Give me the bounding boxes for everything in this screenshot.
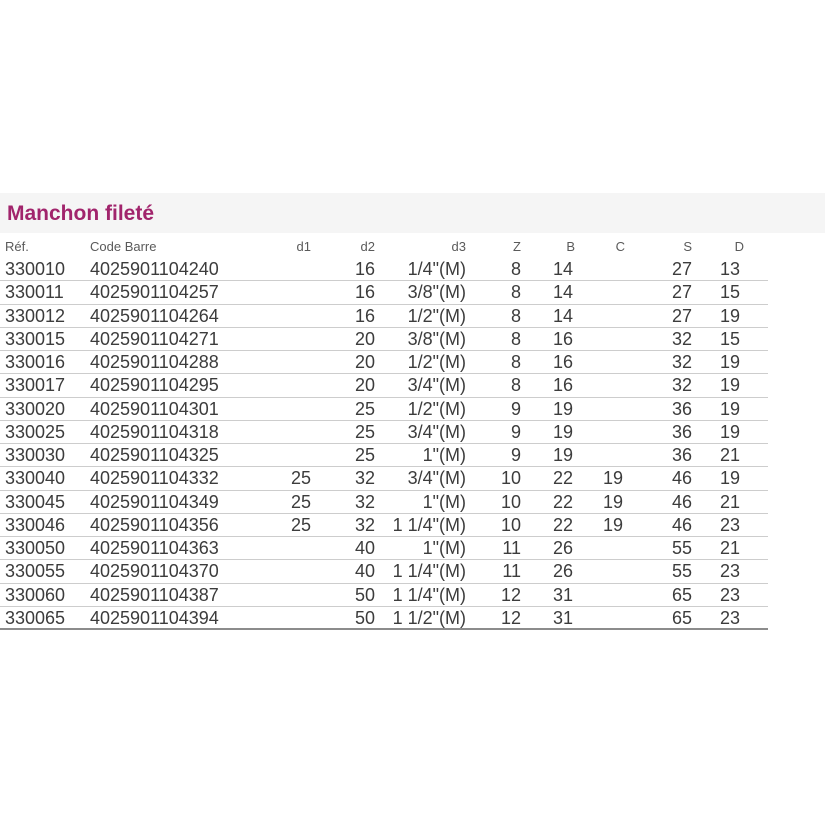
cell-code: 4025901104332 [90, 468, 219, 489]
header-s: S [683, 239, 692, 254]
cell-d: 13 [720, 259, 741, 279]
table-row [0, 421, 768, 444]
cell-d3: 1"(M) [422, 538, 466, 558]
table-row [0, 398, 768, 421]
cell-d2: 16 [354, 282, 375, 303]
cell-d: 21 [720, 491, 741, 512]
cell-code: 4025901104394 [90, 607, 219, 628]
cell-s: 46 [671, 514, 692, 535]
cell-z: 11 [502, 538, 521, 558]
cell-code: 4025901104288 [90, 352, 219, 372]
cell-code: 4025901104240 [90, 259, 219, 279]
cell-z: 8 [510, 282, 521, 303]
cell-code: 4025901104264 [90, 305, 219, 326]
cell-d2: 50 [354, 584, 375, 605]
header-z: Z [513, 239, 521, 254]
cell-b: 26 [553, 561, 574, 582]
cell-b: 14 [553, 305, 574, 326]
cell-d3: 1 1/4"(M) [392, 561, 466, 582]
cell-d2: 20 [354, 375, 375, 396]
cell-b: 31 [553, 584, 574, 605]
cell-d2: 32 [354, 468, 375, 489]
cell-s: 36 [671, 421, 692, 442]
cell-s: 32 [671, 352, 692, 372]
cell-d: 21 [720, 538, 741, 558]
cell-d1: 25 [290, 514, 311, 535]
header-d2: d2 [360, 239, 375, 254]
cell-s: 27 [671, 259, 692, 279]
cell-d2: 16 [354, 305, 375, 326]
cell-z: 12 [500, 607, 521, 628]
cell-b: 16 [553, 352, 574, 372]
page-title: Manchon fileté [7, 202, 155, 225]
cell-d: 23 [720, 514, 741, 535]
cell-z: 9 [510, 421, 521, 442]
cell-d: 19 [720, 421, 741, 442]
cell-ref: 330010 [5, 259, 66, 279]
table-row [0, 328, 768, 351]
cell-ref: 330065 [5, 607, 66, 628]
cell-d2: 25 [354, 421, 375, 442]
cell-d3: 3/8"(M) [407, 282, 466, 303]
cell-d: 19 [720, 398, 741, 419]
cell-b: 14 [553, 259, 574, 279]
cell-d: 23 [720, 561, 741, 582]
cell-b: 16 [553, 375, 574, 396]
cell-z: 12 [500, 584, 521, 605]
cell-d3: 3/8"(M) [407, 328, 466, 349]
cell-z: 8 [510, 305, 521, 326]
cell-ref: 330055 [5, 561, 66, 582]
cell-ref: 330060 [5, 584, 66, 605]
cell-code: 4025901104295 [90, 375, 219, 396]
cell-code: 4025901104318 [90, 421, 219, 442]
cell-d3: 3/4"(M) [407, 468, 466, 489]
cell-b: 22 [553, 514, 574, 535]
cell-z: 8 [510, 352, 521, 372]
cell-ref: 330025 [5, 421, 66, 442]
cell-d3: 3/4"(M) [407, 375, 466, 396]
table-row [0, 351, 768, 374]
cell-code: 4025901104271 [90, 328, 219, 349]
cell-d1: 25 [290, 491, 311, 512]
cell-b: 19 [553, 398, 574, 419]
table-row [0, 444, 768, 467]
cell-s: 55 [671, 538, 692, 558]
cell-s: 46 [671, 468, 692, 489]
cell-ref: 330030 [5, 445, 66, 465]
cell-d: 19 [720, 305, 741, 326]
cell-d2: 20 [354, 328, 375, 349]
cell-d2: 40 [354, 538, 375, 558]
cell-code: 4025901104349 [90, 491, 219, 512]
cell-ref: 330045 [5, 491, 66, 512]
cell-d: 23 [720, 584, 741, 605]
cell-ref: 330046 [5, 514, 66, 535]
cell-d2: 16 [354, 259, 375, 279]
cell-b: 22 [553, 468, 574, 489]
table-row [0, 584, 768, 607]
cell-ref: 330020 [5, 398, 66, 419]
cell-d3: 1"(M) [422, 491, 466, 512]
cell-d3: 1/2"(M) [407, 305, 466, 326]
header-b: B [566, 239, 575, 254]
cell-s: 27 [671, 282, 692, 303]
cell-c: 19 [603, 491, 624, 512]
cell-c: 19 [603, 514, 624, 535]
cell-s: 27 [671, 305, 692, 326]
table-row [0, 467, 768, 490]
table-row [0, 281, 768, 304]
header-c: C [615, 239, 625, 254]
header-ref: Réf. [5, 239, 29, 254]
table-row [0, 514, 768, 537]
cell-d: 19 [720, 468, 741, 489]
cell-d2: 50 [354, 607, 375, 628]
cell-s: 32 [671, 375, 692, 396]
cell-d: 23 [720, 607, 741, 628]
cell-s: 36 [671, 445, 692, 465]
cell-d: 19 [720, 352, 741, 372]
cell-d2: 20 [354, 352, 375, 372]
cell-z: 10 [500, 491, 521, 512]
cell-code: 4025901104325 [90, 445, 219, 465]
cell-ref: 330011 [5, 282, 64, 303]
cell-code: 4025901104387 [90, 584, 219, 605]
cell-d: 19 [720, 375, 741, 396]
cell-s: 36 [671, 398, 692, 419]
header-d: D [734, 239, 744, 254]
table-row [0, 305, 768, 328]
cell-d3: 1/2"(M) [407, 352, 466, 372]
cell-z: 9 [510, 398, 521, 419]
cell-code: 4025901104257 [90, 282, 219, 303]
cell-ref: 330016 [5, 352, 66, 372]
cell-d3: 1 1/4"(M) [392, 514, 466, 535]
cell-d2: 40 [354, 561, 375, 582]
header-code: Code Barre [90, 239, 157, 254]
cell-d2: 32 [354, 491, 375, 512]
header-d1: d1 [296, 239, 311, 254]
cell-code: 4025901104370 [90, 561, 219, 582]
cell-z: 8 [510, 375, 521, 396]
cell-ref: 330015 [5, 328, 66, 349]
cell-d3: 1/2"(M) [407, 398, 466, 419]
table-header [0, 236, 768, 258]
cell-d3: 1/4"(M) [407, 259, 466, 279]
cell-s: 65 [671, 584, 692, 605]
cell-d1: 25 [290, 468, 311, 489]
cell-b: 22 [553, 491, 574, 512]
table-row [0, 560, 768, 583]
cell-code: 4025901104301 [90, 398, 219, 419]
cell-d3: 3/4"(M) [407, 421, 466, 442]
cell-z: 9 [510, 445, 521, 465]
cell-z: 10 [500, 468, 521, 489]
table-row [0, 374, 768, 397]
cell-d3: 1 1/2"(M) [392, 607, 466, 628]
cell-b: 19 [553, 421, 574, 442]
cell-z: 11 [502, 561, 521, 582]
cell-d: 15 [720, 282, 741, 303]
cell-d2: 25 [354, 445, 375, 465]
cell-s: 65 [671, 607, 692, 628]
cell-ref: 330050 [5, 538, 66, 558]
cell-ref: 330040 [5, 468, 66, 489]
table-row [0, 258, 768, 281]
cell-d: 15 [720, 328, 741, 349]
header-d3: d3 [451, 239, 466, 254]
cell-b: 26 [553, 538, 574, 558]
cell-ref: 330012 [5, 305, 66, 326]
cell-ref: 330017 [5, 375, 66, 396]
cell-z: 8 [510, 259, 521, 279]
table-row [0, 537, 768, 560]
table-row [0, 491, 768, 514]
cell-b: 16 [553, 328, 574, 349]
cell-d2: 25 [354, 398, 375, 419]
cell-s: 46 [671, 491, 692, 512]
cell-b: 14 [553, 282, 574, 303]
cell-c: 19 [603, 468, 624, 489]
table-body [0, 258, 768, 634]
cell-d2: 32 [354, 514, 375, 535]
cell-s: 32 [671, 328, 692, 349]
table-row [0, 607, 768, 630]
cell-z: 10 [500, 514, 521, 535]
cell-z: 8 [510, 328, 521, 349]
cell-b: 31 [553, 607, 574, 628]
cell-d3: 1 1/4"(M) [392, 584, 466, 605]
cell-b: 19 [553, 445, 574, 465]
cell-d: 21 [720, 445, 741, 465]
cell-d3: 1"(M) [422, 445, 466, 465]
cell-s: 55 [671, 561, 692, 582]
cell-code: 4025901104356 [90, 514, 219, 535]
cell-code: 4025901104363 [90, 538, 219, 558]
